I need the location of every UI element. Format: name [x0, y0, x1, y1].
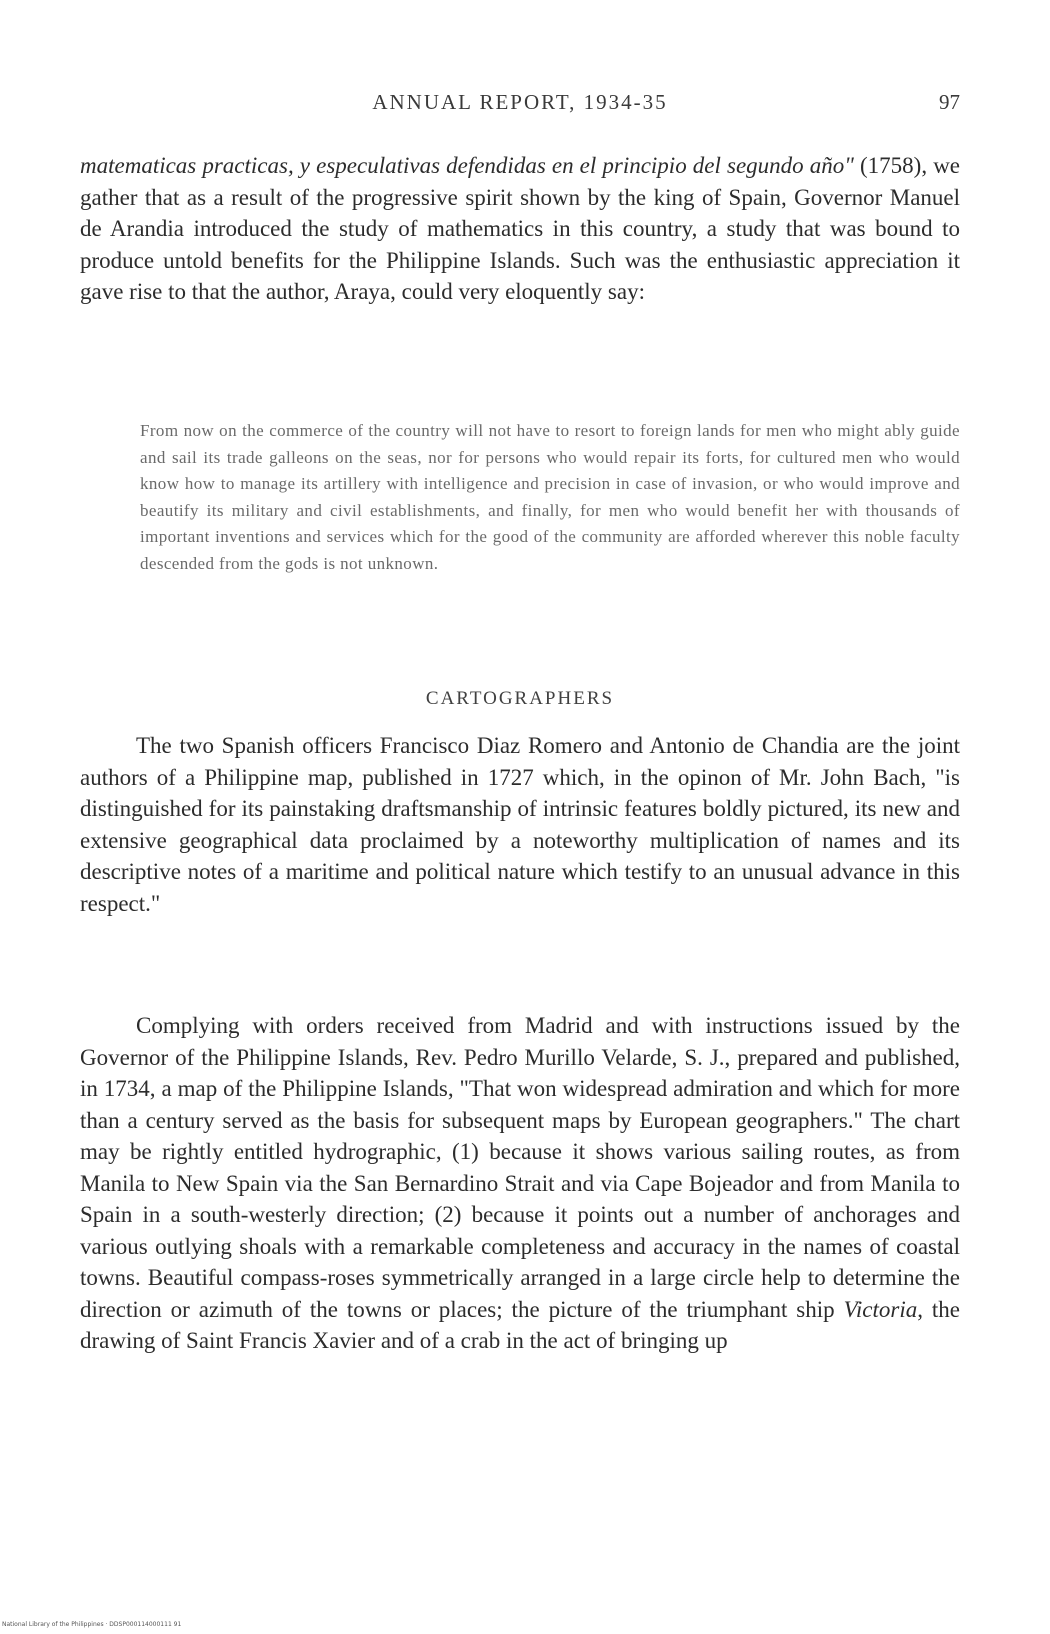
page-number: 97 [939, 90, 960, 114]
paragraph-1 [80, 150, 960, 308]
footer-note: National Library of the Philippines · DDSP000114000111 91 [2, 1621, 182, 1628]
paragraph-3 [80, 1010, 960, 1357]
block-quote: From now on the commerce of the country will not have to resort to foreign lands for men who might ably guide and sail its trade galleons on the seas, nor for persons who would repair its forts, for cultured men who would know how to manage its artillery with intelligence and precision in case of invasion, or who would improve and beautify its military and civil establishments, and finally, for men who would benefit her with thousands of important inventions and services which for the good of the community are afforded wherever this noble faculty descended from the gods is not unknown. [140, 421, 960, 573]
section-heading: CARTOGRAPHERS [425, 688, 615, 709]
paragraph-3-text-end: , the drawing of Saint Francis Xavier and of a crab in the act of bringing up [80, 1296, 961, 1353]
paragraph-2: The two Spanish officers Francisco Diaz Romero and Antonio de Chandia are the joint authors of a Philippine map, published in 1727 which, in the opinon of Mr. John Bach, "is distinguished for its painstaking draftsmanship of intrinsic features boldly pictured, its new and extensive geographical data proclaimed by a noteworthy multiplication of names and its descriptive notes of a maritime and political nature which testify to an unusual advance in this respect." [80, 733, 960, 916]
paragraph-3-ship-name: Victoria [843, 1296, 918, 1322]
paragraph-1-text: (1758), we gather that as a result of the progressive spirit shown by the king of Spain, Governor Manuel de Arandia introduced the study of mathematics in this country, a study that was bound to produce untold benefits for the Philippine Islands. Such was the enthusiastic appreciation it gave rise to that the author, Araya, could very eloquently say: [80, 153, 961, 304]
paragraph-3-text-start: Complying with orders received from Madrid and with instructions issued by the Governor of the Philippine Islands, Rev. Pedro Murillo Velarde, S. J., prepared and published, in 1734, a map of the Philippine Islands, "That won widespread admiration and which for more than a century served as the basis for subsequent maps by European geographers." The chart may be rightly entitled hydrographic, (1) because it shows various sailing routes, as from Manila to New Spain via the San Bernardino Strait and via Cape Bojeador and from Manila to Spain in a south-westerly direction; (2) because it points out a number of anchorages and various outlying shoals with a remarkable completeness and accuracy in the names of coastal towns. Beautiful compass-roses symmetrically arranged in a large circle help to determine the direction or azimuth of the towns or places; the picture of the triumphant ship [80, 1013, 960, 1322]
page-header [80, 90, 960, 120]
running-title: ANNUAL REPORT, 1934-35 [372, 90, 668, 114]
paragraph-1-italic-title: matematicas practicas, y especulativas defendidas en el principio del segundo año" [80, 153, 854, 178]
